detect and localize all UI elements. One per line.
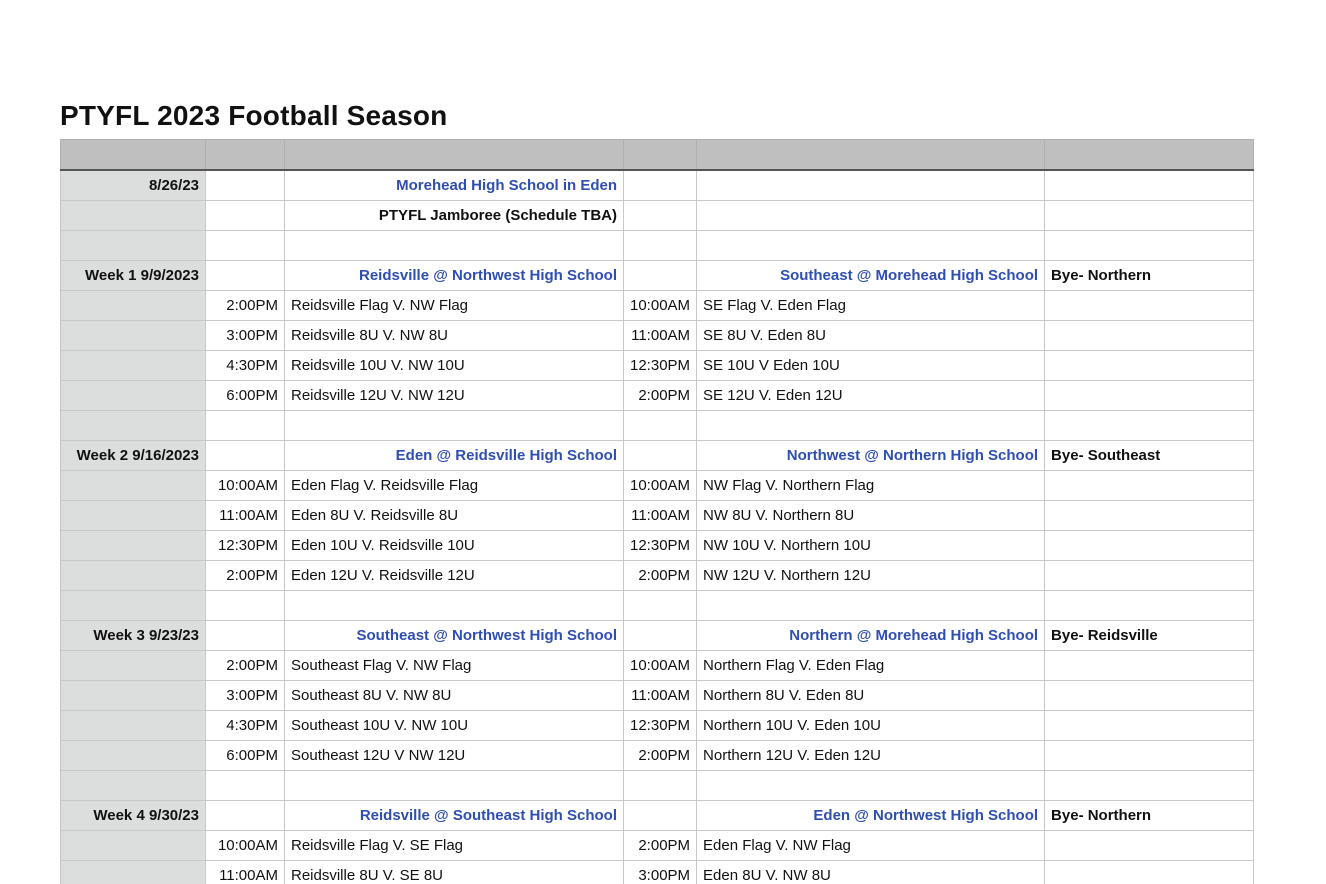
time-cell [206, 411, 285, 441]
bye-cell [1045, 201, 1254, 231]
time-cell: 3:00PM [206, 681, 285, 711]
matchup-cell: SE 8U V. Eden 8U [697, 321, 1045, 351]
time-cell [624, 771, 697, 801]
time-cell [206, 201, 285, 231]
venue-cell: Southeast @ Northwest High School [285, 621, 624, 651]
time-cell [624, 170, 697, 201]
time-cell [206, 231, 285, 261]
matchup-cell [285, 771, 624, 801]
matchup-cell: Eden 8U V. NW 8U [697, 861, 1045, 884]
bye-cell [1045, 831, 1254, 861]
row-label-cell [61, 351, 206, 381]
blank-row [61, 231, 1254, 261]
blank-row [61, 771, 1254, 801]
row-label-cell [61, 471, 206, 501]
time-cell: 2:00PM [624, 741, 697, 771]
venue-cell: Morehead High School in Eden [285, 170, 624, 201]
time-cell: 10:00AM [624, 651, 697, 681]
bye-cell: Bye- Northern [1045, 801, 1254, 831]
time-cell: 11:00AM [624, 501, 697, 531]
venue-cell: Eden @ Reidsville High School [285, 441, 624, 471]
time-cell: 2:00PM [624, 381, 697, 411]
row-label-cell [61, 591, 206, 621]
row-label-cell: Week 2 9/16/2023 [61, 441, 206, 471]
table-row [61, 381, 1254, 411]
table-row [61, 861, 1254, 884]
time-cell [624, 231, 697, 261]
time-cell: 10:00AM [624, 291, 697, 321]
row-label-cell [61, 411, 206, 441]
bye-cell [1045, 321, 1254, 351]
time-cell: 10:00AM [206, 471, 285, 501]
header-cell [61, 140, 206, 171]
matchup-cell: Eden 10U V. Reidsville 10U [285, 531, 624, 561]
time-cell: 11:00AM [624, 321, 697, 351]
time-cell [206, 170, 285, 201]
matchup-cell: Northern Flag V. Eden Flag [697, 651, 1045, 681]
time-cell: 11:00AM [206, 861, 285, 884]
matchup-cell: Reidsville Flag V. NW Flag [285, 291, 624, 321]
row-label-cell [61, 651, 206, 681]
header-cell [206, 140, 285, 171]
bye-cell [1045, 291, 1254, 321]
matchup-cell: NW 10U V. Northern 10U [697, 531, 1045, 561]
matchup-cell: NW 8U V. Northern 8U [697, 501, 1045, 531]
matchup-cell: Southeast 12U V NW 12U [285, 741, 624, 771]
bye-cell [1045, 711, 1254, 741]
matchup-cell: Reidsville Flag V. SE Flag [285, 831, 624, 861]
bye-cell [1045, 771, 1254, 801]
matchup-cell: Northern 10U V. Eden 10U [697, 711, 1045, 741]
row-label-cell: Week 4 9/30/23 [61, 801, 206, 831]
time-cell: 3:00PM [624, 861, 697, 884]
row-label-cell [61, 861, 206, 884]
week-header-row [61, 621, 1254, 651]
time-cell [624, 801, 697, 831]
row-label-cell [61, 741, 206, 771]
time-cell [206, 261, 285, 291]
bye-cell [1045, 411, 1254, 441]
matchup-cell [697, 771, 1045, 801]
time-cell [206, 801, 285, 831]
row-label-cell [61, 381, 206, 411]
matchup-cell [285, 231, 624, 261]
bye-cell [1045, 741, 1254, 771]
bye-cell [1045, 351, 1254, 381]
matchup-cell: Northern 12U V. Eden 12U [697, 741, 1045, 771]
matchup-cell: Reidsville 8U V. SE 8U [285, 861, 624, 884]
row-label-cell [61, 531, 206, 561]
header-cell [285, 140, 624, 171]
time-cell [624, 261, 697, 291]
bye-cell [1045, 471, 1254, 501]
time-cell [624, 201, 697, 231]
row-label-cell [61, 561, 206, 591]
matchup-cell [697, 591, 1045, 621]
time-cell [624, 621, 697, 651]
matchup-cell: SE Flag V. Eden Flag [697, 291, 1045, 321]
table-row [61, 531, 1254, 561]
matchup-cell [285, 591, 624, 621]
bye-cell [1045, 501, 1254, 531]
time-cell: 4:30PM [206, 351, 285, 381]
row-label-cell [61, 321, 206, 351]
time-cell [206, 591, 285, 621]
time-cell: 2:00PM [206, 651, 285, 681]
row-label-cell [61, 291, 206, 321]
table-row [61, 561, 1254, 591]
bye-cell [1045, 170, 1254, 201]
venue-cell: Eden @ Northwest High School [697, 801, 1045, 831]
time-cell: 10:00AM [206, 831, 285, 861]
matchup-cell: PTYFL Jamboree (Schedule TBA) [285, 201, 624, 231]
row-label-cell [61, 201, 206, 231]
matchup-cell [697, 411, 1045, 441]
table-row [61, 471, 1254, 501]
header-row [61, 140, 1254, 171]
week-header-row [61, 261, 1254, 291]
time-cell: 11:00AM [624, 681, 697, 711]
venue-cell: Reidsville @ Southeast High School [285, 801, 624, 831]
table-row [61, 711, 1254, 741]
bye-cell [1045, 861, 1254, 884]
table-row [61, 651, 1254, 681]
time-cell: 6:00PM [206, 741, 285, 771]
matchup-cell: Reidsville 8U V. NW 8U [285, 321, 624, 351]
matchup-cell: Northern 8U V. Eden 8U [697, 681, 1045, 711]
week-header-row [61, 170, 1254, 201]
bye-cell: Bye- Northern [1045, 261, 1254, 291]
bye-cell [1045, 231, 1254, 261]
time-cell: 12:30PM [206, 531, 285, 561]
matchup-cell [697, 170, 1045, 201]
time-cell [624, 441, 697, 471]
schedule-table [60, 139, 1254, 884]
matchup-cell: Southeast Flag V. NW Flag [285, 651, 624, 681]
bye-cell [1045, 651, 1254, 681]
time-cell [206, 771, 285, 801]
row-label-cell [61, 501, 206, 531]
time-cell: 4:30PM [206, 711, 285, 741]
table-row [61, 501, 1254, 531]
time-cell: 6:00PM [206, 381, 285, 411]
bye-cell [1045, 381, 1254, 411]
time-cell: 12:30PM [624, 531, 697, 561]
page-title: PTYFL 2023 Football Season [60, 100, 448, 131]
row-label-cell [61, 681, 206, 711]
blank-row [61, 411, 1254, 441]
row-label-cell: Week 1 9/9/2023 [61, 261, 206, 291]
row-label-cell [61, 231, 206, 261]
row-label-cell [61, 831, 206, 861]
bye-cell [1045, 561, 1254, 591]
time-cell [206, 621, 285, 651]
matchup-cell: SE 10U V Eden 10U [697, 351, 1045, 381]
bye-cell [1045, 681, 1254, 711]
matchup-cell: Reidsville 12U V. NW 12U [285, 381, 624, 411]
bye-cell [1045, 531, 1254, 561]
matchup-cell: SE 12U V. Eden 12U [697, 381, 1045, 411]
matchup-cell: NW Flag V. Northern Flag [697, 471, 1045, 501]
time-cell: 2:00PM [624, 831, 697, 861]
matchup-cell [285, 411, 624, 441]
blank-row [61, 591, 1254, 621]
time-cell: 10:00AM [624, 471, 697, 501]
matchup-cell: Eden 8U V. Reidsville 8U [285, 501, 624, 531]
matchup-cell [697, 231, 1045, 261]
row-label-cell: Week 3 9/23/23 [61, 621, 206, 651]
time-cell [206, 441, 285, 471]
matchup-cell: Reidsville 10U V. NW 10U [285, 351, 624, 381]
table-row [61, 201, 1254, 231]
time-cell: 3:00PM [206, 321, 285, 351]
time-cell: 12:30PM [624, 711, 697, 741]
matchup-cell: Southeast 8U V. NW 8U [285, 681, 624, 711]
venue-cell: Northwest @ Northern High School [697, 441, 1045, 471]
row-label-cell [61, 711, 206, 741]
matchup-cell: NW 12U V. Northern 12U [697, 561, 1045, 591]
bye-cell: Bye- Southeast [1045, 441, 1254, 471]
time-cell: 2:00PM [206, 291, 285, 321]
time-cell: 2:00PM [206, 561, 285, 591]
table-row [61, 321, 1254, 351]
bye-cell [1045, 591, 1254, 621]
matchup-cell: Eden Flag V. Reidsville Flag [285, 471, 624, 501]
header-cell [1045, 140, 1254, 171]
venue-cell: Reidsville @ Northwest High School [285, 261, 624, 291]
row-label-cell [61, 771, 206, 801]
table-row [61, 291, 1254, 321]
week-header-row [61, 441, 1254, 471]
header-cell [624, 140, 697, 171]
matchup-cell: Eden 12U V. Reidsville 12U [285, 561, 624, 591]
header-cell [697, 140, 1045, 171]
matchup-cell [697, 201, 1045, 231]
time-cell: 2:00PM [624, 561, 697, 591]
bye-cell: Bye- Reidsville [1045, 621, 1254, 651]
matchup-cell: Eden Flag V. NW Flag [697, 831, 1045, 861]
week-header-row [61, 801, 1254, 831]
time-cell: 12:30PM [624, 351, 697, 381]
venue-cell: Northern @ Morehead High School [697, 621, 1045, 651]
row-label-cell: 8/26/23 [61, 170, 206, 201]
time-cell: 11:00AM [206, 501, 285, 531]
venue-cell: Southeast @ Morehead High School [697, 261, 1045, 291]
time-cell [624, 411, 697, 441]
matchup-cell: Southeast 10U V. NW 10U [285, 711, 624, 741]
time-cell [624, 591, 697, 621]
table-row [61, 681, 1254, 711]
table-row [61, 351, 1254, 381]
table-row [61, 831, 1254, 861]
table-row [61, 741, 1254, 771]
